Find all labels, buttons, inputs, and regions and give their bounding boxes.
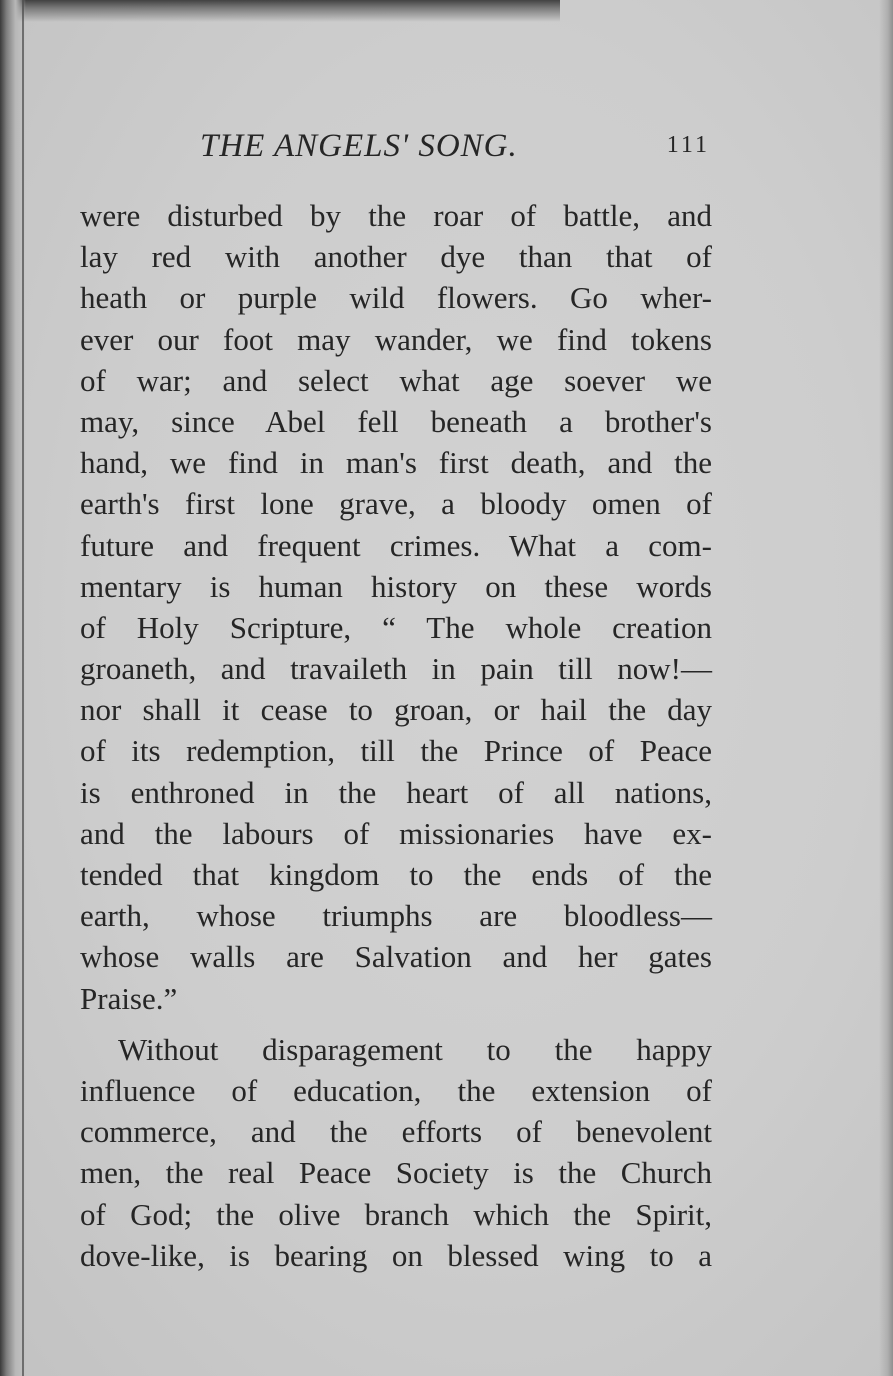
text-line: whose walls are Salvation and her gates bbox=[80, 939, 712, 975]
text-line: of Holy Scripture, “ The whole creation bbox=[80, 609, 712, 645]
text-line: may, since Abel fell beneath a brother's bbox=[80, 403, 712, 439]
text-line: future and frequent crimes. What a com- bbox=[80, 527, 712, 563]
text-line: heath or purple wild flowers. Go wher- bbox=[80, 280, 712, 316]
text-line: influence of education, the extension of bbox=[80, 1072, 712, 1108]
text-line: commerce, and the efforts of benevolent bbox=[80, 1114, 712, 1150]
text-line: ever our foot may wander, we find tokens bbox=[80, 321, 712, 357]
text-line: groaneth, and travaileth in pain till now!— bbox=[80, 651, 712, 687]
text-line: Praise.” bbox=[80, 980, 178, 1016]
top-edge-shadow bbox=[0, 0, 560, 22]
text-line: earth's first lone grave, a bloody omen of bbox=[80, 486, 712, 522]
text-line: nor shall it cease to groan, or hail the day bbox=[80, 692, 712, 728]
text-line: hand, we find in man's first death, and the bbox=[80, 445, 712, 481]
paragraph-gap bbox=[80, 1019, 712, 1029]
text-line: of war; and select what age soever we bbox=[80, 362, 712, 398]
text-line: is enthroned in the heart of all nations, bbox=[80, 774, 712, 810]
text-line: dove-like, is bearing on blessed wing to a bbox=[80, 1237, 712, 1273]
text-line: mentary is human history on these words bbox=[80, 568, 712, 604]
text-line: of God; the olive branch which the Spirit, bbox=[80, 1196, 712, 1232]
body-text bbox=[80, 195, 712, 1276]
text-line: were disturbed by the roar of battle, and bbox=[80, 198, 712, 233]
gutter-line bbox=[22, 0, 24, 1376]
right-page-edge bbox=[879, 0, 893, 1376]
text-line: earth, whose triumphs are bloodless— bbox=[80, 898, 712, 934]
running-title: THE ANGELS' SONG. bbox=[200, 128, 518, 164]
text-line: lay red with another dye than that of bbox=[80, 239, 712, 275]
page-number: 111 bbox=[666, 132, 710, 158]
running-head bbox=[200, 128, 710, 168]
text-line: Without disparagement to the happy bbox=[118, 1031, 712, 1067]
text-line: of its redemption, till the Prince of Peace bbox=[80, 733, 712, 769]
text-line: and the labours of missionaries have ex- bbox=[80, 815, 712, 851]
text-line: men, the real Peace Society is the Church bbox=[80, 1155, 712, 1191]
text-line: tended that kingdom to the ends of the bbox=[80, 857, 712, 892]
